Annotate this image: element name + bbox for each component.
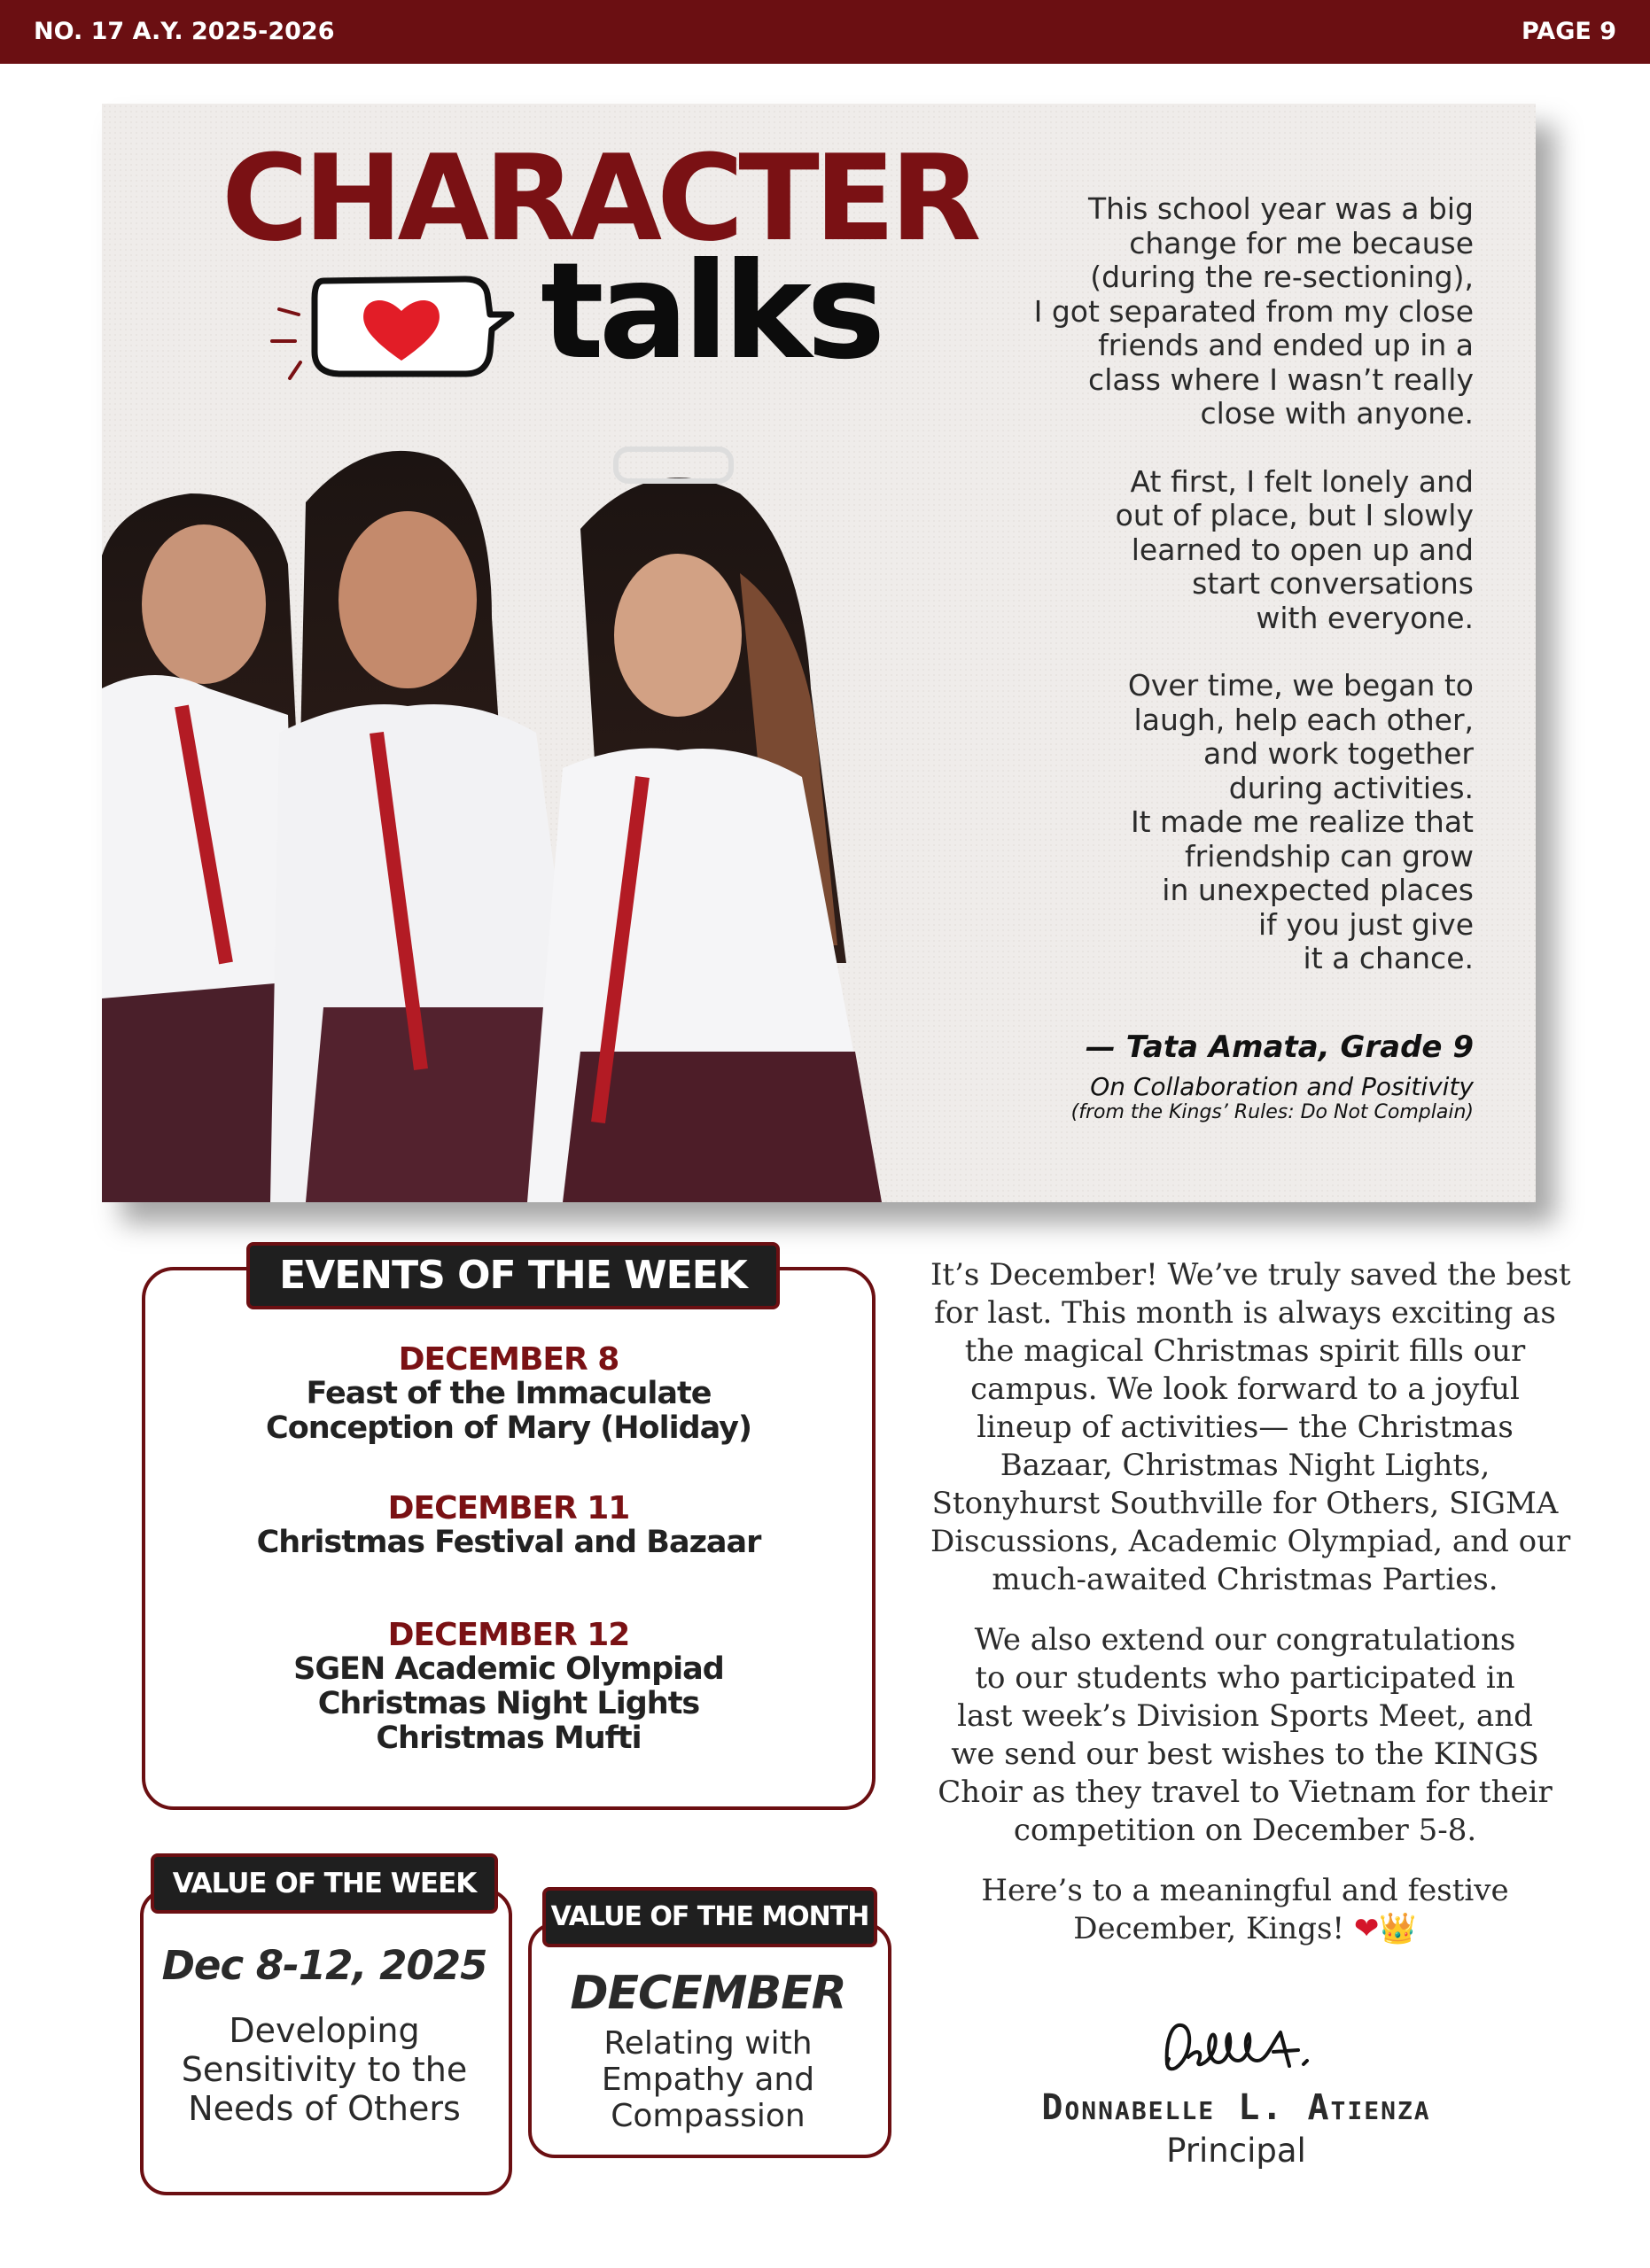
closing-text: December, Kings! xyxy=(1073,1911,1345,1946)
hero-title-character: CHARACTER xyxy=(222,129,977,268)
message-line: lineup of activities— the Christmas xyxy=(977,1410,1514,1445)
crown-icon: 👑 xyxy=(1379,1911,1417,1946)
student-quote xyxy=(924,192,1474,1010)
message-line: we send our best wishes to the KINGS xyxy=(951,1736,1539,1772)
message-line: Stonyhurst Southville for Others, SIGMA xyxy=(931,1486,1559,1521)
event-description: Christmas Mufti xyxy=(376,1720,642,1756)
message-line xyxy=(930,1910,1560,1948)
value-line: Developing xyxy=(229,2011,420,2050)
value-line: Sensitivity to the xyxy=(181,2050,468,2089)
quote-line: I got separated from my close xyxy=(1033,293,1474,329)
event-date: DECEMBER 12 xyxy=(387,1617,630,1653)
quote-line: change for me because xyxy=(1129,225,1474,260)
message-line: competition on December 5-8. xyxy=(1013,1813,1477,1848)
quote-line: in unexpected places xyxy=(1162,873,1474,907)
character-talks-card xyxy=(102,104,1536,1202)
quote-attribution xyxy=(1071,1029,1474,1123)
quote-line: and work together xyxy=(1202,736,1474,771)
message-closing xyxy=(930,1872,1560,1948)
quote-paragraph xyxy=(924,192,1474,431)
quote-line: friendship can grow xyxy=(1185,838,1474,874)
value-of-month-text xyxy=(528,2025,888,2134)
students-photo xyxy=(102,396,1050,1202)
message-line: It’s December! We’ve truly saved the best xyxy=(930,1257,1571,1293)
value-line: Empathy and xyxy=(601,2062,815,2098)
message-line: last week’s Division Sports Meet, and xyxy=(957,1698,1533,1734)
quote-line: during activities. xyxy=(1228,770,1474,805)
value-of-week-label: VALUE OF THE WEEK xyxy=(151,1853,498,1914)
student-name: — Tata Amata, Grade 9 xyxy=(1085,1029,1474,1065)
quote-line: laugh, help each other, xyxy=(1133,702,1474,737)
message-line: much-awaited Christmas Parties. xyxy=(992,1562,1498,1597)
event-item xyxy=(142,1342,876,1446)
quote-line: At first, I felt lonely and xyxy=(1130,463,1474,499)
principal-name: Donnabelle L. Atienza xyxy=(1041,2087,1431,2128)
hero-title-talks: talks xyxy=(541,235,881,389)
message-line: Here’s to a meaningful and festive xyxy=(981,1873,1509,1908)
event-item xyxy=(142,1618,876,1756)
quote-paragraph xyxy=(924,669,1474,976)
message-line: to our students who participated in xyxy=(975,1660,1515,1696)
message-line: for last. This month is always exciting as xyxy=(934,1295,1556,1331)
quote-line: It made me realize that xyxy=(1130,804,1474,839)
value-of-month-label: VALUE OF THE MONTH xyxy=(542,1887,877,1947)
value-of-week-text xyxy=(140,2011,509,2128)
heart-icon: ❤ xyxy=(1353,1911,1380,1946)
events-label: EVENTS OF THE WEEK xyxy=(246,1242,780,1309)
event-description: SGEN Academic Olympiad xyxy=(293,1651,724,1687)
event-description: Christmas Night Lights xyxy=(317,1686,700,1721)
value-line: Relating with xyxy=(603,2025,813,2062)
message-line: campus. We look forward to a joyful xyxy=(970,1371,1520,1407)
principal-signature xyxy=(1156,2013,1369,2084)
message-paragraph xyxy=(930,1256,1571,1599)
message-paragraph xyxy=(930,1621,1560,1850)
quote-line: friends and ended up in a xyxy=(1098,328,1474,362)
quote-line: class where I wasn’t really xyxy=(1088,361,1474,397)
message-line: Choir as they travel to Vietnam for their xyxy=(938,1775,1553,1810)
value-of-month-name: DECEMBER xyxy=(570,1967,846,2020)
principal-message xyxy=(930,1256,1571,1970)
event-item xyxy=(142,1491,876,1560)
quote-line: close with anyone. xyxy=(1200,396,1474,431)
event-description: Christmas Festival and Bazaar xyxy=(256,1525,761,1560)
quote-line: with everyone. xyxy=(1256,600,1474,635)
quote-line: it a chance. xyxy=(1303,941,1474,975)
quote-line: out of place, but I slowly xyxy=(1115,498,1474,532)
message-line: Bazaar, Christmas Night Lights, xyxy=(1000,1448,1490,1483)
event-description: Conception of Mary (Holiday) xyxy=(266,1410,751,1446)
issue-number: NO. 17 A.Y. 2025-2026 xyxy=(34,18,335,45)
page-number: PAGE 9 xyxy=(1522,18,1616,45)
quote-line: Over time, we began to xyxy=(1127,668,1474,703)
quote-source: (from the Kings’ Rules: Do Not Complain) xyxy=(1070,1101,1474,1123)
top-header-bar xyxy=(0,0,1650,64)
quote-line: start conversations xyxy=(1192,566,1474,601)
heart-speech-bubble-icon xyxy=(261,245,527,405)
quote-line: (during the re-sectioning), xyxy=(1090,260,1474,294)
message-line: Discussions, Academic Olympiad, and our xyxy=(930,1524,1571,1559)
principal-title: Principal xyxy=(1166,2132,1306,2170)
quote-line: learned to open up and xyxy=(1131,532,1474,567)
message-line: the magical Christmas spirit fills our xyxy=(964,1333,1526,1369)
value-line: Needs of Others xyxy=(188,2089,461,2128)
value-line: Compassion xyxy=(611,2098,806,2134)
event-description: Feast of the Immaculate xyxy=(306,1376,712,1411)
quote-line: This school year was a big xyxy=(1088,191,1474,226)
value-of-week-date: Dec 8-12, 2025 xyxy=(161,1942,487,1989)
event-date: DECEMBER 11 xyxy=(387,1490,630,1526)
message-line: We also extend our congratulations xyxy=(974,1622,1516,1658)
event-date: DECEMBER 8 xyxy=(398,1341,619,1378)
quote-paragraph xyxy=(924,465,1474,636)
quote-topic: On Collaboration and Positivity xyxy=(1090,1072,1474,1101)
quote-line: if you just give xyxy=(1257,906,1474,942)
